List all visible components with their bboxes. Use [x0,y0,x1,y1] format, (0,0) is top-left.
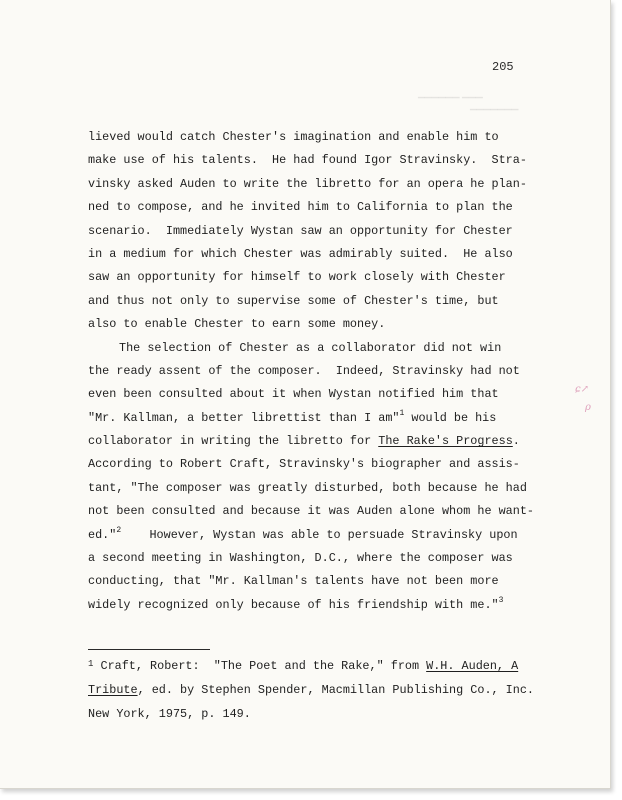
text-fragment: ed." [88,527,117,542]
footnote-ref: 1 [399,408,405,418]
text-line: the ready assent of the composer. Indeed, Stravinsky had not [88,363,520,378]
text-line: vinsky asked Auden to write the libretto for an opera he plan- [88,176,527,191]
pencil-margin-mark: ρ [585,402,591,413]
text-fragment: . [512,434,520,449]
text-line: even been consulted about it when Wystan notified him that [88,387,499,402]
text-line [88,524,528,547]
text-line: conducting, that "Mr. Kallman's talents have not been more [88,574,499,589]
text-line: make use of his talents. He had found Igor Stravinsky. Stra- [88,153,527,168]
text-line: saw an opportunity for himself to work closely with Chester [88,270,506,285]
text-line: lieved would catch Chester's imagination and enable him to [88,130,499,144]
text-line [88,407,528,430]
work-title: The Rake's Progress [378,434,513,449]
body-text [88,126,534,617]
footnote-line [88,678,535,702]
footnote-number: 1 [88,659,94,669]
text-line: ned to compose, and he invited him to California to plan the [88,200,513,215]
text-line: in a medium for which Chester was admirably suited. He also [88,246,513,261]
text-fragment: would be his [404,410,497,425]
text-line: a second meeting in Washington, D.C., where the composer was [88,551,513,566]
footnote-section [88,654,535,726]
text-line: According to Robert Craft, Stravinsky's biographer and assis- [88,457,520,472]
text-line: tant, "The composer was greatly disturbed, both because he had [88,480,527,495]
footnote-ref: 3 [498,595,504,605]
text-line: and thus not only to supervise some of Chester's time, but [88,293,499,308]
footnote-line [88,654,528,678]
book-title: W.H. Auden, A [426,659,519,673]
text-fragment: collaborator in writing the libretto for [88,434,379,449]
quote-text: "Mr. Kallman, a better librettist than I am" [88,410,400,425]
footnote-divider [88,649,210,650]
footnote-text: , ed. by Stephen Spender, Macmillan Publishing Co., Inc. [137,683,535,697]
pencil-margin-mark: ɕ↗ [575,384,589,395]
footnote-line: New York, 1975, p. 149. [88,707,251,721]
text-line [88,430,528,453]
text-line: scenario. Immediately Wystan saw an opportunity for Chester [88,223,513,238]
quote-text: widely recognized only because of his friendship with me." [88,597,499,612]
text-fragment: However, Wystan was able to persuade Stravinsky upon [121,527,518,542]
footnote-ref: 2 [116,525,122,535]
bleed-through-mark: ▁▁▁▁▁▁▁ [470,100,519,110]
bleed-through-mark: ▁▁▁▁▁▁ ▁▁▁ [418,88,483,98]
text-line: not been consulted and because it was Auden alone whom he want- [88,504,534,519]
footnote-text: Craft, Robert: "The Poet and the Rake," from [93,659,427,673]
text-line: also to enable Chester to earn some money. [88,317,386,332]
page-number: 205 [492,60,514,74]
text-line [88,594,528,617]
book-title: Tribute [88,683,138,697]
text-line: The selection of Chester as a collaborator did not win [119,340,502,355]
